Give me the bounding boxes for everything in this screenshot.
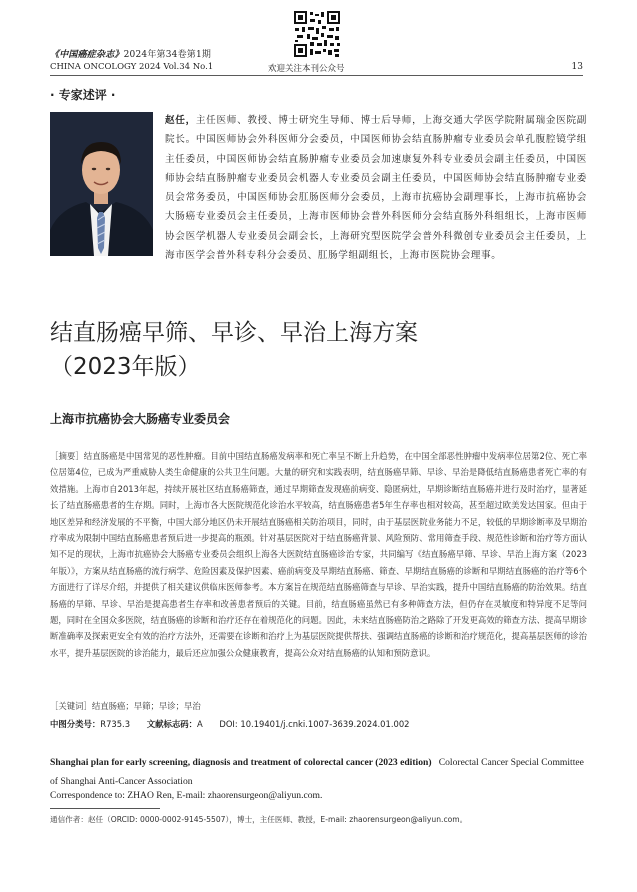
footnote: 通信作者：赵任（ORCID: 0000-0002-9145-5507），博士，主任医师、教授，E-mail: zhaorensurgeon@aliyun.com。 bbox=[50, 815, 468, 824]
header-divider bbox=[50, 75, 583, 76]
article-title-line2: （2023年版） bbox=[50, 354, 201, 380]
section-label: · 专家述评 · bbox=[50, 88, 116, 102]
correspondence: Correspondence to: ZHAO Ren, E-mail: zhaorensurgeon@aliyun.com. bbox=[50, 790, 323, 801]
article-title-line1: 结直肠癌早筛、早诊、早治上海方案 bbox=[50, 320, 418, 346]
english-author-org: Colorectal Cancer Special Committee of Shanghai Anti-Cancer Association bbox=[50, 757, 584, 787]
article-title bbox=[50, 316, 590, 384]
doc-code-value: A bbox=[196, 719, 203, 729]
journal-name-cn: 《中国癌症杂志》 bbox=[50, 50, 124, 60]
journal-header-en: CHINA ONCOLOGY 2024 Vol.34 No.1 bbox=[50, 62, 214, 72]
doc-code-label: 文献标志码： bbox=[146, 719, 197, 729]
journal-issue-cn: 2024年第34卷第1期 bbox=[123, 50, 212, 60]
abstract-text: 结直肠癌是中国常见的恶性肿瘤。目前中国结直肠癌发病率和死亡率呈不断上升趋势，在中国全部恶性肿瘤中发病率位居第2位、死亡率位居第4位，已成为严重威胁人类生命健康的公共卫生问题。大量的研究和实践表明，结直肠癌早筛、早诊、早治是降低结直肠癌患者死亡率的有效措施。上海市自2013年起，持续开展社区结直肠癌筛查，通过早期筛查发现癌前病变、隐匿病灶，早期诊断结直肠癌并进行及时治疗，显著延长了结直肠癌患者的生存期。同时，上海市各大医院规范化诊治水平较高，结直肠癌患者5年生存率也相对较高，甚至超过欧美发达国家。但由于地区差异和经济发展的不平衡，中国大部分地区仍未开展结直肠癌相关防治项目，同时，由于基层医院业务能力不足，较低的早期诊断率及早期治疗率成为限制中国结直肠癌患者预后进一步提高的瓶颈。针对基层医院对于结直肠癌背景、风险预防、常用筛查手段、规范性诊断和治疗等方面认知不足的现状，上海市抗癌协会大肠癌专业委员会组织上海各大医院结直肠癌诊治专家，共同编写《结直肠癌早筛、早诊、早治上海方案（2023年版）》，方案从结直肠癌的流行病学、危险因素及保护因素、癌前病变及早期结直肠癌、筛查、早期结直肠癌的诊断和早期结直肠癌的治疗等6个方面进行了详尽介绍，并提供了相关建议供临床医师参考。本方案旨在规范结直肠癌筛查与早诊、早治实践，提升中国结直肠癌的防治效果。结直肠癌的早筛、早诊、早治是提高患者生存率和改善患者预后的关键。目前，结直肠癌虽然已有多种筛查方法，但仍存在灵敏度和特异度不足等问题，同时在全国众多医院，结直肠癌的诊断和治疗还存在着规范化的问题。因此，未来结直肠癌防治之路除了开发更高效的筛查方法、提高早期诊断准确率及探索更安全有效的治疗方法外，还需要在诊断和治疗上为基层医院提供帮扶、强调结直肠癌的诊断和治疗规范化，提高基层医师的诊治水平，提升基层医院的诊治能力，最后还应加强公众健康教育，提高公众对结直肠癌的认知和预防意识。 bbox=[50, 451, 588, 658]
english-title-bold: Shanghai plan for early screening, diagnosis and treatment of colorectal cancer (2023 edition) bbox=[50, 757, 432, 768]
author-bio bbox=[50, 111, 587, 265]
qr-code-icon bbox=[293, 10, 341, 58]
author-name: 赵任， bbox=[165, 115, 196, 126]
keywords-label: ［关键词］ bbox=[50, 701, 92, 711]
journal-header-cn bbox=[50, 47, 211, 60]
clc-value: R735.3 bbox=[100, 719, 131, 729]
article-meta bbox=[50, 718, 424, 730]
footnote-divider bbox=[50, 808, 160, 809]
keywords bbox=[50, 700, 201, 712]
abstract bbox=[50, 448, 587, 661]
english-title bbox=[50, 754, 590, 791]
author-bio-text: 主任医师、教授、博士研究生导师、博士后导师，上海交通大学医学院附属瑞金医院副院长。中国医师协会外科医师分会委员，中国医师协会结直肠肿瘤专业委员会单孔腹腔镜学组主任委员，中国医师协会结直肠肿瘤专业委员会加速康复外科专业委员会副主任委员，中国医师协会结直肠肿瘤专业委员会机器人专业委员会副主任委员，中国医师协会结直肠肿瘤专业委员会常务委员，中国医师协会肛肠医师分会委员，上海市抗癌协会副理事长，上海市抗癌协会大肠癌专业委员会主任委员，上海市医师协会普外科医师分会结直肠外科组组长，上海市医师协会医学机器人专业委员会副会长，上海研究型医院学会普外科微创专业委员会主任委员，上海市医学会普外科专科分会委员、肛肠学组副组长，上海市医院协会理事。 bbox=[165, 115, 587, 262]
clc-label: 中图分类号： bbox=[50, 719, 101, 729]
page-number: 13 bbox=[571, 62, 583, 72]
doi: DOI: 10.19401/j.cnki.1007-3639.2024.01.002 bbox=[219, 719, 410, 729]
keywords-text: 结直肠癌；早筛；早诊；早治 bbox=[91, 701, 201, 711]
abstract-label: ［摘要］ bbox=[50, 451, 84, 461]
qr-caption: 欢迎关注本刊公众号 bbox=[268, 64, 345, 74]
author-organization: 上海市抗癌协会大肠癌专业委员会 bbox=[50, 412, 231, 426]
